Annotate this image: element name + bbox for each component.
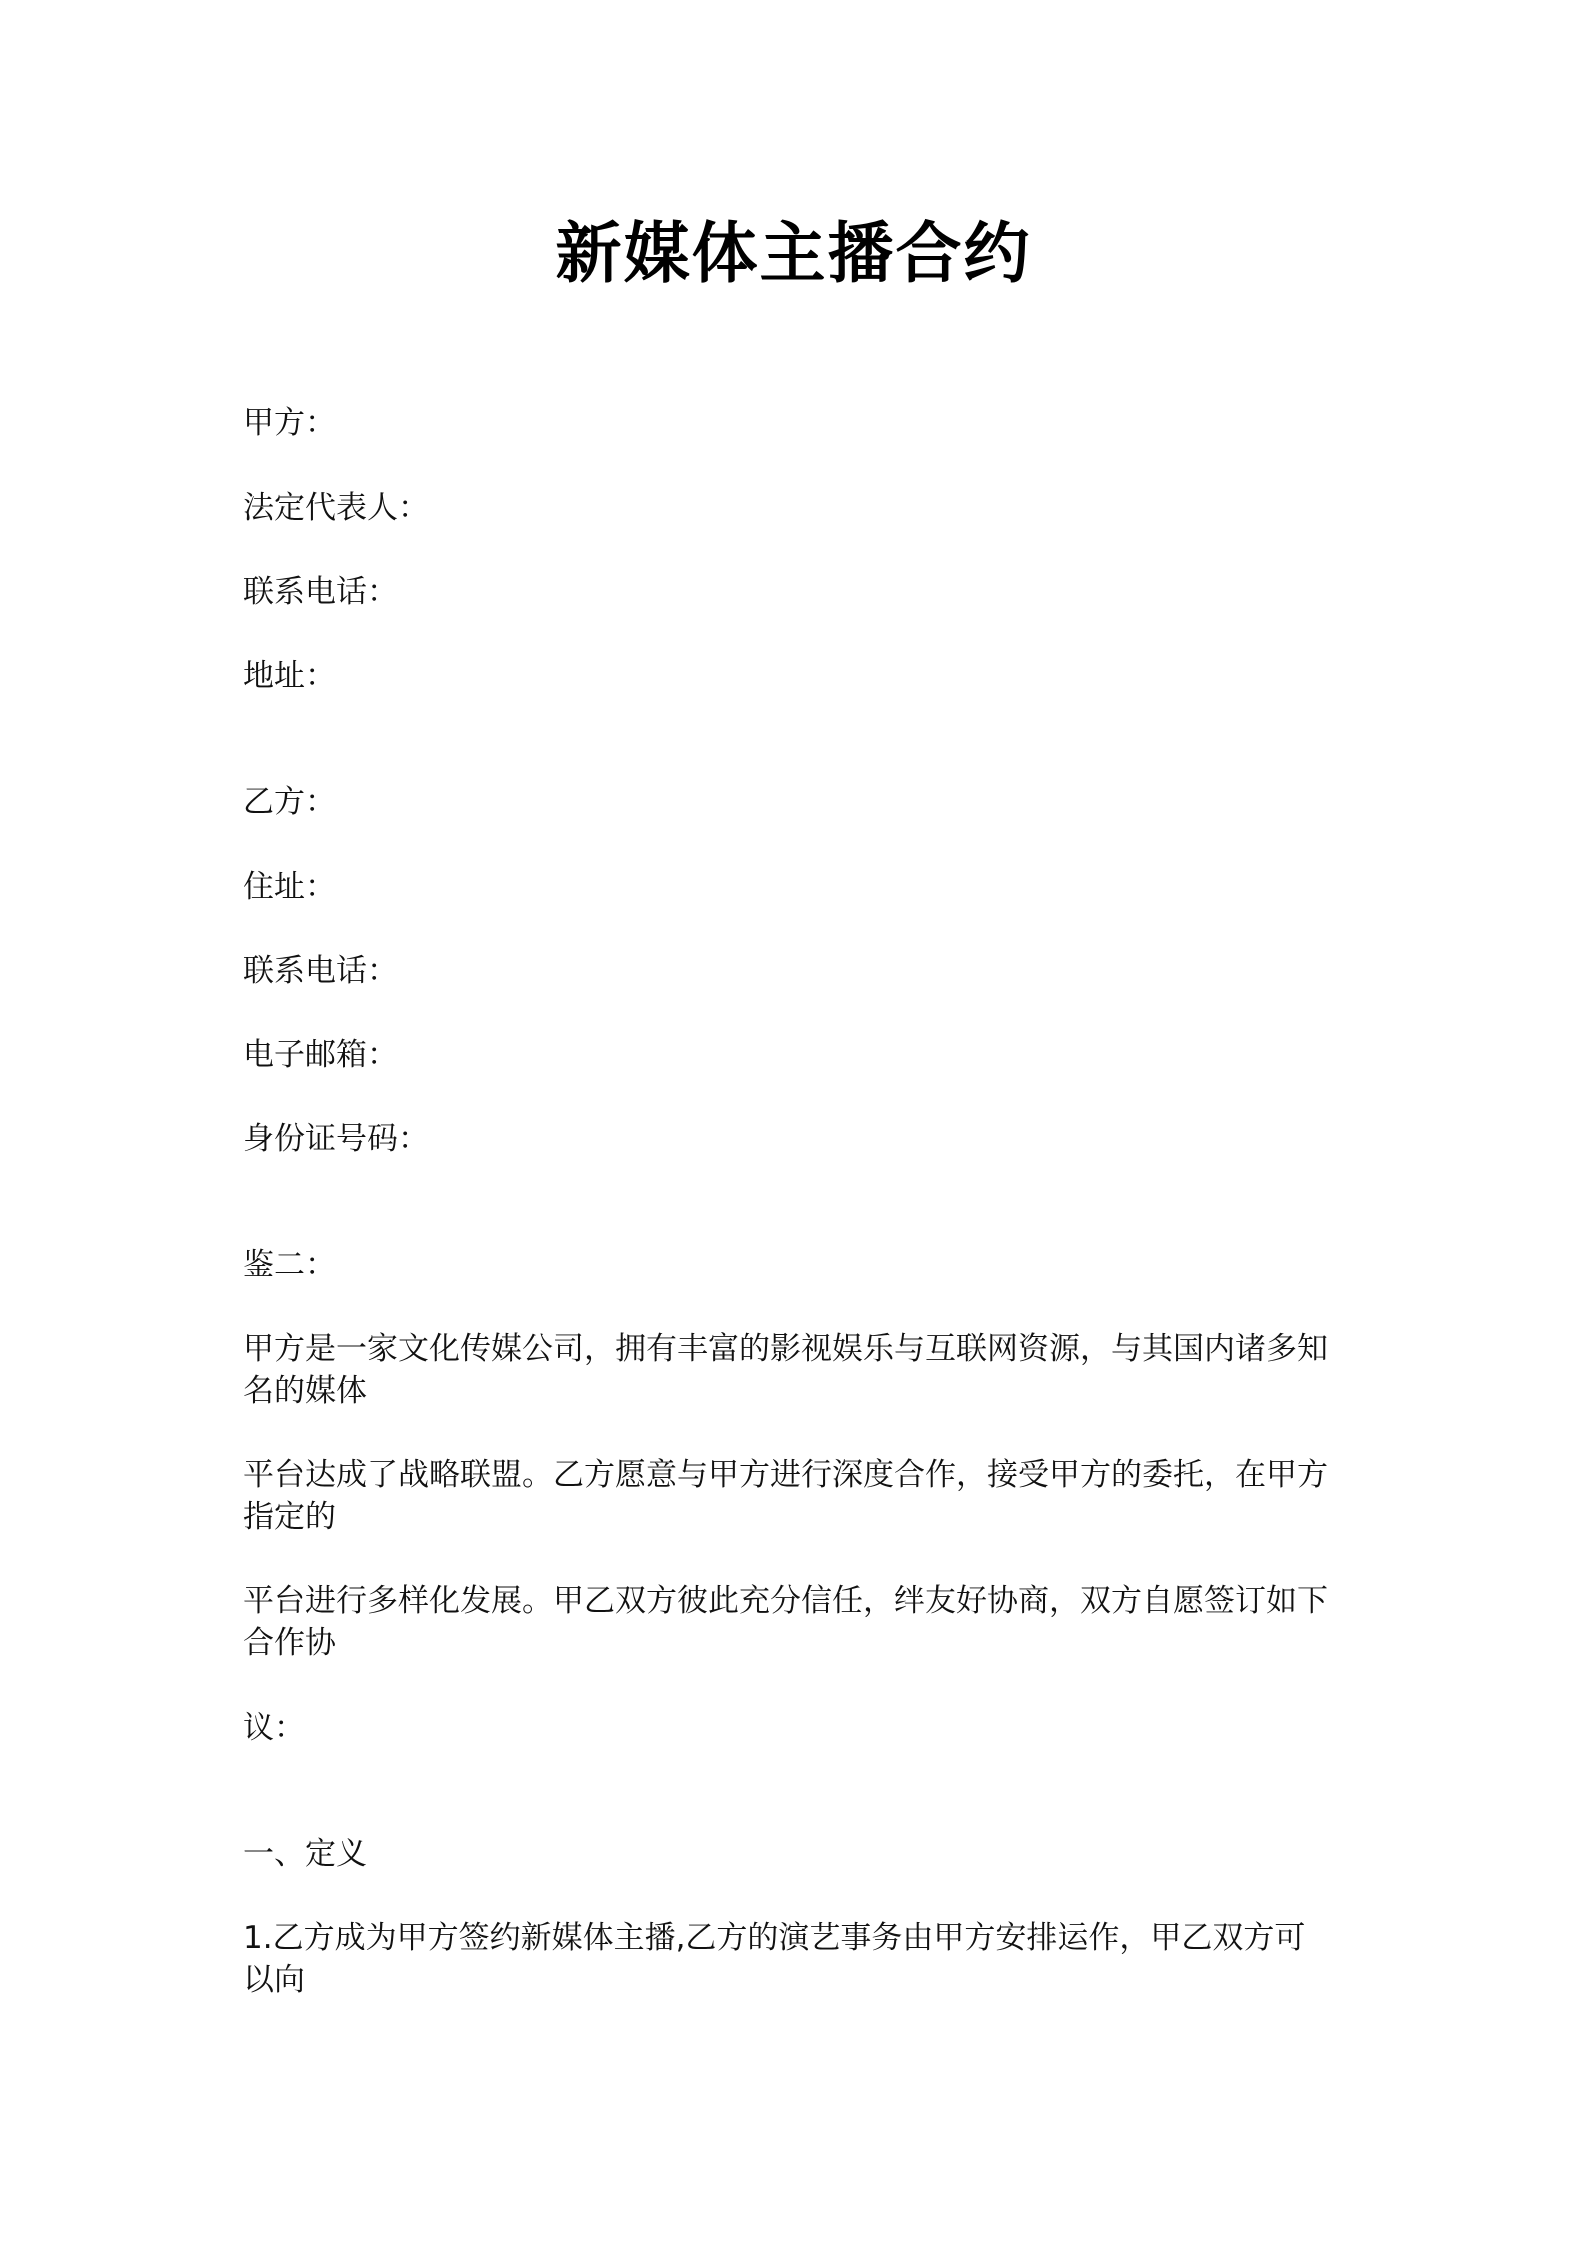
party-b-phone-label: 联系电话： bbox=[243, 953, 398, 989]
preamble-p1-line1: 甲方是一家文化传媒公司，拥有丰富的影视娱乐与互联网资源，与其国内诸多知 bbox=[243, 1331, 1328, 1367]
party-a-name-label: 甲方： bbox=[243, 405, 336, 441]
preamble-p2-line2: 指定的 bbox=[243, 1499, 336, 1535]
party-a-phone-label: 联系电话： bbox=[243, 574, 398, 610]
preamble-paragraph-2 bbox=[243, 1454, 1363, 1538]
section-1-item-1-line2: 以向 bbox=[243, 1962, 305, 1998]
party-a-address-label: 地址： bbox=[243, 658, 336, 694]
preamble-p3-line1: 平台进行多样化发展。甲乙双方彼此充分信任，绊友好协商，双方自愿签订如下 bbox=[243, 1583, 1328, 1619]
preamble-paragraph-4: 议： bbox=[243, 1710, 305, 1746]
preamble-p3-line2: 合作协 bbox=[243, 1625, 336, 1661]
preamble-paragraph-3 bbox=[243, 1580, 1363, 1664]
party-b-email-label: 电子邮箱： bbox=[243, 1037, 398, 1073]
preamble-p2-line1: 平台达成了战略联盟。乙方愿意与甲方进行深度合作，接受甲方的委托，在甲方 bbox=[243, 1457, 1328, 1493]
preamble-paragraph-1 bbox=[243, 1328, 1363, 1412]
party-b-residence-label: 住址： bbox=[243, 869, 336, 905]
section-1-heading: 一、定义 bbox=[243, 1836, 367, 1872]
party-b-name-label: 乙方： bbox=[243, 784, 336, 820]
preamble-heading: 鉴二： bbox=[243, 1247, 336, 1283]
section-1-item-1 bbox=[243, 1917, 1363, 2001]
party-b-id-label: 身份证号码： bbox=[243, 1121, 429, 1157]
preamble-p1-line2: 名的媒体 bbox=[243, 1373, 367, 1409]
document-title: 新媒体主播合约 bbox=[555, 214, 1032, 292]
section-1-item-1-line1: 1.乙方成为甲方签约新媒体主播,乙方的演艺事务由甲方安排运作，甲乙双方可 bbox=[243, 1920, 1306, 1956]
party-a-rep-label: 法定代表人： bbox=[243, 490, 429, 526]
